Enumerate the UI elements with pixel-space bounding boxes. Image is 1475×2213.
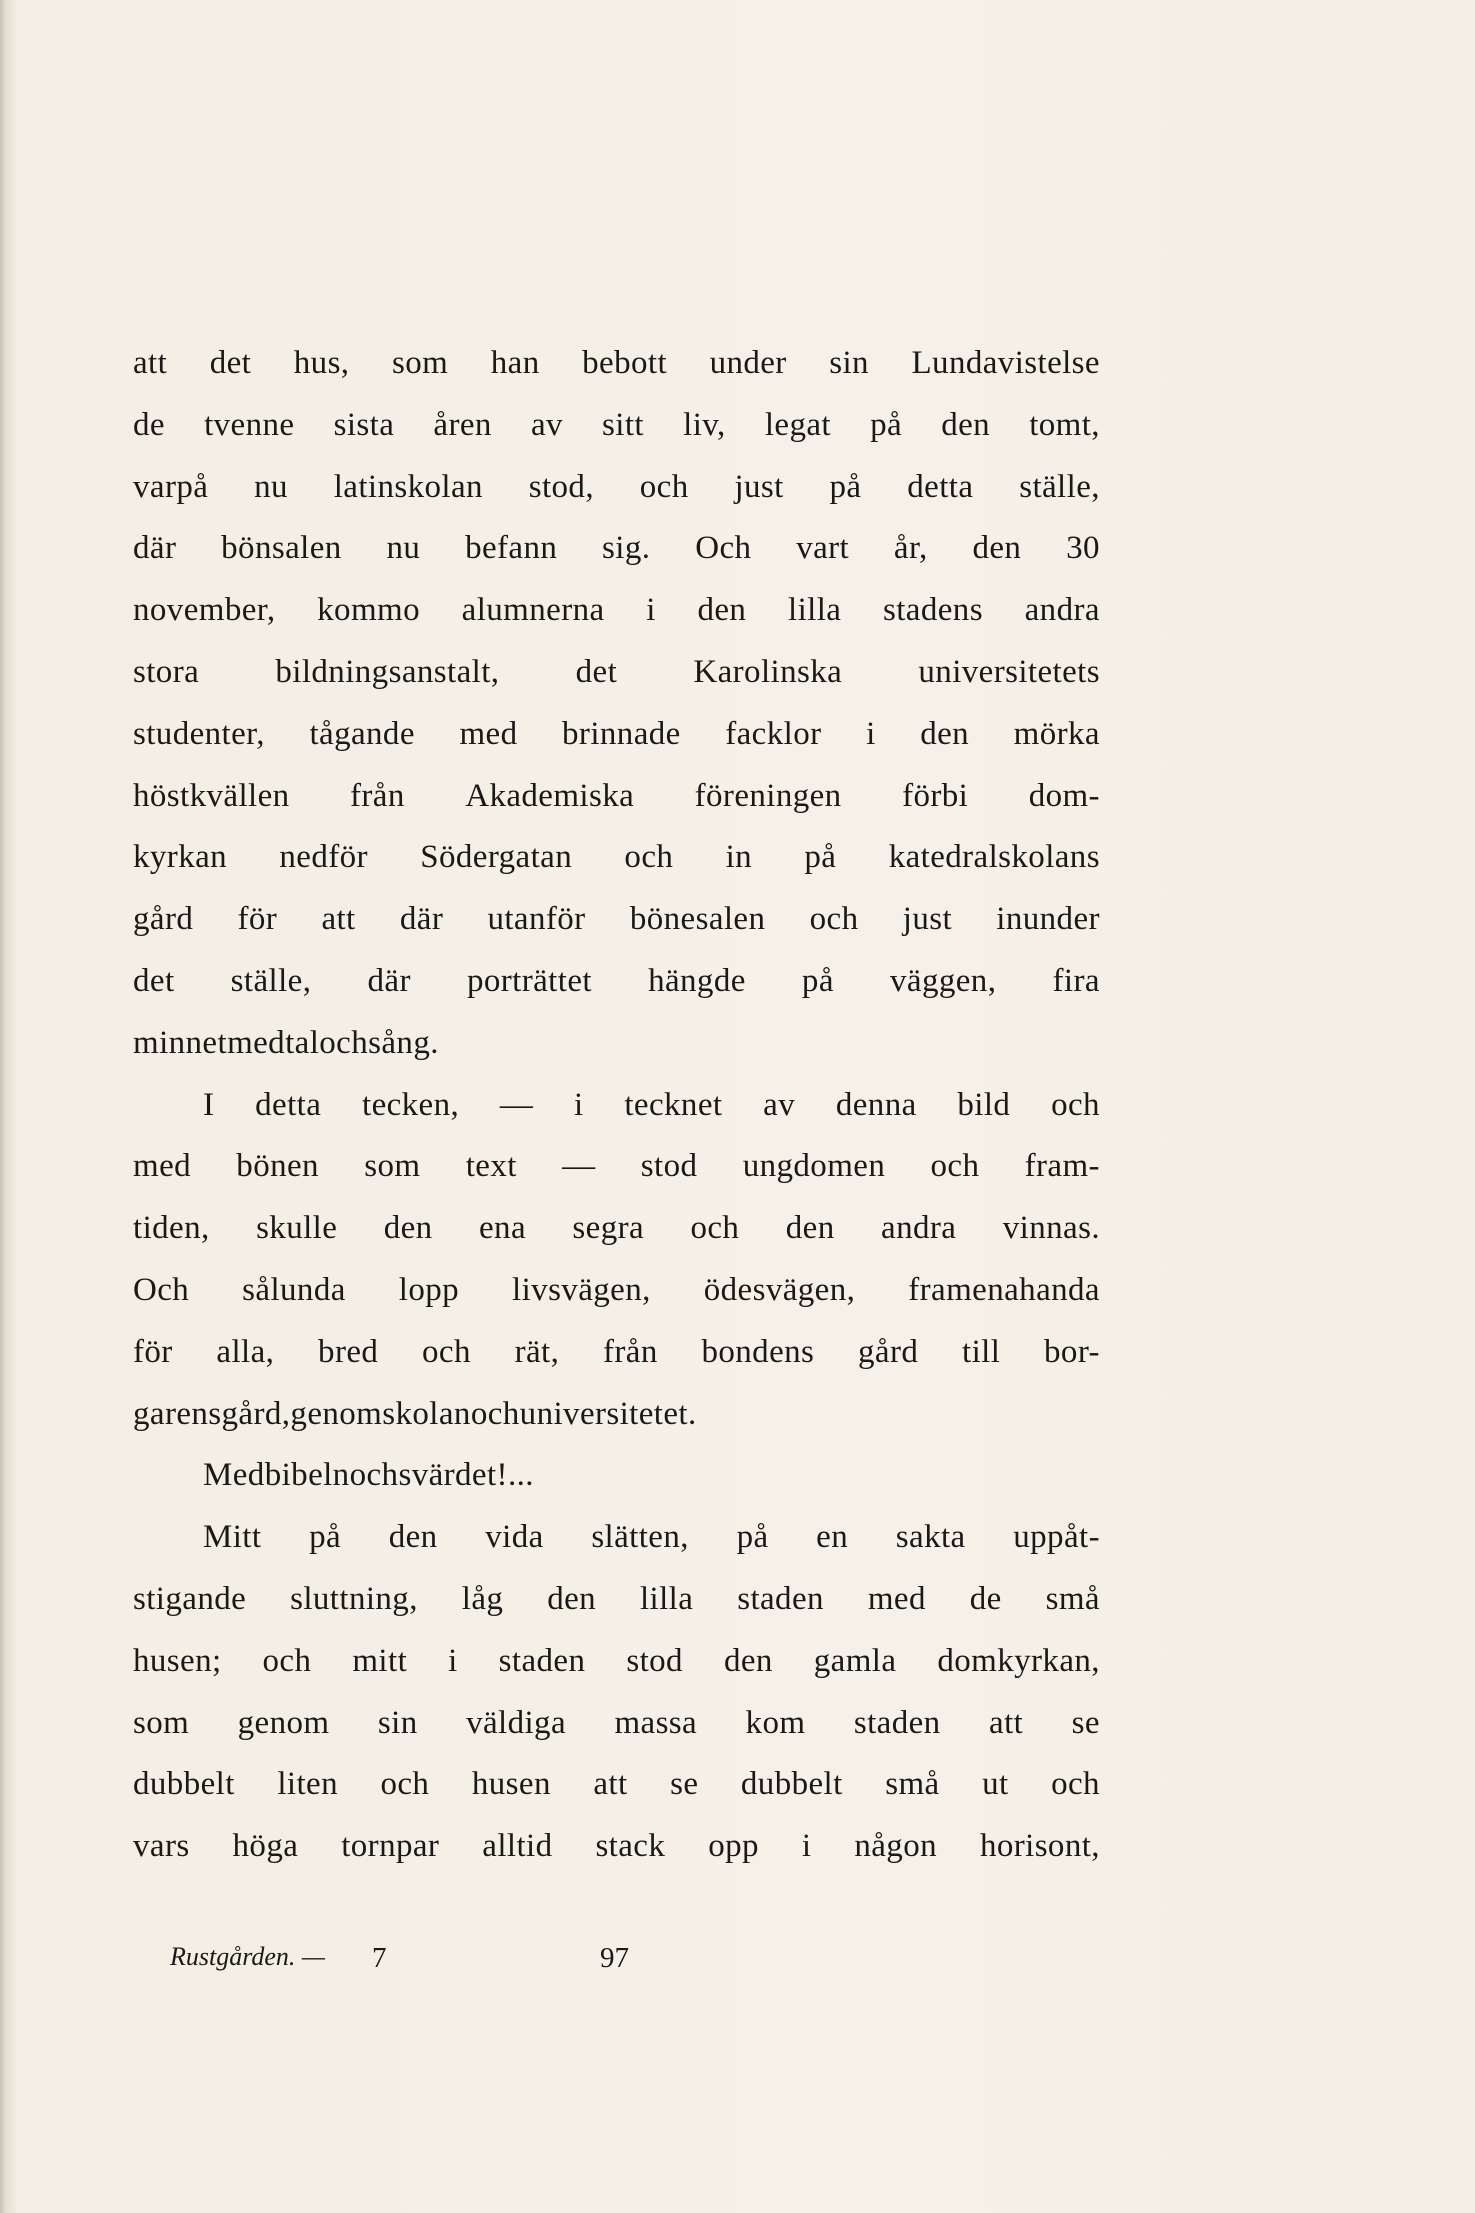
- word: genom: [237, 1704, 330, 1741]
- word: förbi: [902, 777, 969, 814]
- word: ödesvägen,: [703, 1271, 856, 1308]
- word: ...: [507, 1457, 534, 1494]
- word: kommo: [317, 592, 420, 629]
- word: det: [575, 653, 618, 690]
- word: de: [969, 1580, 1002, 1617]
- word: bebott: [582, 345, 668, 381]
- word: stod: [626, 1642, 683, 1679]
- word: den: [972, 530, 1022, 567]
- word: bred: [318, 1333, 379, 1370]
- word: under: [709, 345, 787, 381]
- word: och: [624, 839, 674, 876]
- word: sin: [377, 1704, 418, 1741]
- text-line: [133, 530, 1100, 592]
- word: framenahanda: [908, 1271, 1100, 1308]
- word: husen;: [133, 1642, 222, 1679]
- word: på: [309, 1519, 342, 1556]
- text-line: [133, 592, 1100, 654]
- word: och: [349, 1457, 399, 1494]
- word: andra: [1024, 592, 1100, 629]
- text-line: [133, 1828, 1100, 1890]
- word: liten: [277, 1766, 338, 1803]
- word: sista: [333, 406, 395, 443]
- word: där: [133, 530, 177, 567]
- word: och: [1051, 1766, 1100, 1803]
- text-line: [133, 1210, 1100, 1272]
- word: detta: [255, 1086, 322, 1123]
- text-line: [133, 716, 1100, 778]
- word: alltid: [482, 1828, 553, 1865]
- word: legat: [764, 406, 831, 443]
- word: Lundavistelse: [911, 345, 1100, 381]
- page-number: 97: [600, 1942, 629, 1974]
- word: ut: [982, 1766, 1009, 1803]
- word: med: [459, 715, 518, 752]
- word: ungdomen: [742, 1148, 886, 1185]
- word: detta: [907, 468, 974, 505]
- word: och: [470, 1395, 520, 1432]
- page-footer: [0, 1942, 1475, 1992]
- word: att: [321, 901, 356, 938]
- word: väggen,: [890, 962, 997, 999]
- word: och: [809, 901, 859, 938]
- word: av: [763, 1086, 796, 1123]
- word: dom-: [1028, 777, 1100, 814]
- word: garens: [133, 1395, 222, 1432]
- word: i: [646, 592, 656, 629]
- text-line: [133, 1396, 1100, 1458]
- word: porträttet: [466, 962, 592, 999]
- word: det: [209, 345, 252, 381]
- word: andra: [881, 1210, 957, 1247]
- word: att: [593, 1766, 628, 1803]
- word: bönsalen: [221, 530, 342, 567]
- word: och: [262, 1642, 312, 1679]
- word: sång.: [368, 1024, 439, 1061]
- word: mitt: [352, 1642, 408, 1679]
- text-line: [133, 901, 1100, 963]
- word: Och: [695, 530, 752, 567]
- word: sakta: [895, 1519, 966, 1556]
- word: föreningen: [694, 777, 842, 814]
- word: i: [866, 715, 876, 752]
- word: gård: [858, 1333, 919, 1370]
- word: det: [133, 962, 175, 999]
- word: med: [867, 1580, 926, 1617]
- word: bibeln: [264, 1457, 350, 1494]
- word: den: [920, 715, 970, 752]
- word: tecken,: [362, 1086, 460, 1123]
- word: från: [350, 777, 405, 814]
- word: som: [392, 345, 449, 381]
- word: gård,: [221, 1395, 291, 1432]
- word: befann: [465, 530, 558, 567]
- word: Med: [203, 1457, 265, 1494]
- word: den: [941, 406, 991, 443]
- word: lilla: [788, 592, 842, 629]
- word: på: [804, 839, 837, 876]
- word: in: [725, 839, 753, 876]
- word: november,: [133, 592, 276, 629]
- word: alumnerna: [461, 592, 605, 629]
- word: universitetets: [918, 653, 1100, 690]
- word: ställe,: [1019, 468, 1100, 505]
- word: tiden,: [133, 1210, 210, 1247]
- word: på: [736, 1519, 769, 1556]
- word: uppåt-: [1013, 1519, 1100, 1556]
- text-line: [133, 469, 1100, 531]
- text-line: [133, 1581, 1100, 1643]
- text-line: [133, 1643, 1100, 1705]
- word: i: [801, 1828, 812, 1865]
- word: bönen: [236, 1148, 319, 1185]
- word: staden: [737, 1580, 824, 1617]
- word: kyrkan: [133, 839, 228, 876]
- word: just: [902, 901, 953, 938]
- word: liv,: [683, 406, 726, 443]
- word: en: [816, 1519, 849, 1556]
- word: latinskolan: [333, 468, 483, 505]
- word: fira: [1052, 962, 1100, 999]
- word: av: [530, 406, 563, 443]
- word: vart: [796, 530, 850, 567]
- word: Södergatan: [420, 839, 573, 876]
- word: se: [670, 1766, 699, 1803]
- word: sluttning,: [290, 1580, 418, 1617]
- text-line: [133, 345, 1100, 407]
- word: facklor: [725, 715, 822, 752]
- word: tomt,: [1029, 406, 1100, 443]
- word: små: [885, 1766, 940, 1803]
- word: universitetet.: [519, 1395, 697, 1432]
- word: stack: [595, 1828, 666, 1865]
- word: på: [870, 406, 903, 443]
- signature-mark: Rustgården. —: [170, 1942, 326, 1971]
- word: den: [723, 1642, 773, 1679]
- word: för: [237, 901, 278, 938]
- word: mörka: [1013, 715, 1100, 752]
- word: livsvägen,: [512, 1271, 651, 1308]
- word: husen: [471, 1766, 551, 1803]
- text-line: [133, 1272, 1100, 1334]
- word: år,: [893, 530, 928, 567]
- word: I: [203, 1086, 215, 1123]
- word: och: [690, 1210, 740, 1247]
- word: Akademiska: [465, 777, 635, 814]
- word: dubbelt: [133, 1766, 235, 1803]
- signature-number: 7: [372, 1942, 387, 1974]
- word: tornpar: [341, 1828, 440, 1865]
- word: —: [562, 1148, 596, 1185]
- word: vinnas.: [1002, 1210, 1100, 1247]
- word: han: [490, 345, 540, 381]
- word: skulle: [256, 1210, 338, 1247]
- word: domkyrkan,: [937, 1642, 1100, 1679]
- word: den: [697, 592, 747, 629]
- word: med: [227, 1024, 286, 1061]
- text-line: [133, 1148, 1100, 1210]
- word: bildningsanstalt,: [275, 653, 500, 690]
- word: nedför: [279, 839, 368, 876]
- word: alla,: [216, 1333, 275, 1370]
- word: slätten,: [591, 1519, 689, 1556]
- word: segra: [572, 1210, 645, 1247]
- word: Och: [133, 1271, 190, 1308]
- word: stod,: [528, 468, 594, 505]
- word: vars: [133, 1828, 190, 1865]
- word: kom: [745, 1704, 806, 1741]
- word: horisont,: [979, 1828, 1100, 1865]
- word: nu: [254, 468, 288, 505]
- word: minnet: [133, 1024, 228, 1061]
- word: nu: [386, 530, 421, 567]
- word: gård: [133, 901, 194, 938]
- body-text: [133, 345, 1100, 1890]
- word: bondens: [701, 1333, 815, 1370]
- word: genom: [290, 1395, 383, 1432]
- word: staden: [853, 1704, 941, 1741]
- word: stod: [640, 1148, 698, 1185]
- text-line: [133, 1334, 1100, 1396]
- text-line: [133, 1519, 1100, 1581]
- word: sitt: [602, 406, 644, 443]
- word: denna: [835, 1086, 917, 1123]
- word: lilla: [639, 1580, 694, 1617]
- word: staden: [498, 1642, 586, 1679]
- word: med: [133, 1148, 192, 1185]
- word: opp: [708, 1828, 759, 1865]
- word: tvenne: [204, 406, 295, 443]
- word: rät,: [514, 1333, 560, 1370]
- word: någon: [854, 1828, 937, 1865]
- word: och: [319, 1024, 369, 1061]
- word: och: [1051, 1086, 1100, 1123]
- word: att: [133, 345, 168, 381]
- word: fram-: [1024, 1148, 1100, 1185]
- word: den: [383, 1210, 433, 1247]
- word: utanför: [487, 901, 586, 938]
- word: hus,: [293, 345, 350, 381]
- text-line: [133, 778, 1100, 840]
- word: bild: [957, 1086, 1011, 1123]
- word: där: [367, 962, 411, 999]
- word: ena: [479, 1210, 526, 1247]
- word: katedralskolans: [888, 839, 1100, 876]
- word: Karolinska: [693, 653, 843, 690]
- word: dubbelt: [740, 1766, 843, 1803]
- word: åren: [433, 406, 492, 443]
- word: stigande: [133, 1580, 247, 1617]
- word: ställe,: [230, 962, 312, 999]
- word: till: [962, 1333, 1001, 1370]
- text-line: [133, 1705, 1100, 1767]
- text-line: [133, 1766, 1100, 1828]
- text-line: [133, 654, 1100, 716]
- word: tecknet: [624, 1086, 723, 1123]
- word: på: [829, 468, 862, 505]
- word: i: [574, 1086, 584, 1123]
- word: där: [399, 901, 444, 938]
- word: från: [603, 1333, 658, 1370]
- word: och: [380, 1766, 430, 1803]
- word: gamla: [813, 1642, 897, 1679]
- word: den: [388, 1519, 438, 1556]
- word: och: [930, 1148, 980, 1185]
- word: 30: [1066, 530, 1100, 567]
- word: hängde: [648, 962, 746, 999]
- text-line: [133, 839, 1100, 901]
- word: för: [133, 1333, 173, 1370]
- word: lopp: [398, 1271, 460, 1308]
- word: som: [364, 1148, 421, 1185]
- word: att: [989, 1704, 1024, 1741]
- word: små: [1045, 1580, 1100, 1617]
- text-line: [133, 1025, 1100, 1087]
- text-line: [133, 407, 1100, 469]
- word: de: [133, 406, 165, 443]
- text-line: [133, 1457, 1100, 1519]
- word: sålunda: [242, 1271, 346, 1308]
- word: stora: [133, 653, 200, 690]
- word: höga: [232, 1828, 299, 1865]
- word: brinnade: [562, 715, 681, 752]
- word: varpå: [133, 468, 209, 505]
- word: på: [801, 962, 834, 999]
- word: Mitt: [203, 1519, 262, 1556]
- word: i: [448, 1642, 458, 1679]
- word: den: [785, 1210, 835, 1247]
- word: bor-: [1044, 1333, 1100, 1370]
- word: stadens: [883, 592, 983, 629]
- word: tal: [285, 1024, 320, 1061]
- word: väldiga: [466, 1704, 567, 1741]
- word: svärdet!: [398, 1457, 508, 1494]
- word: sig.: [602, 530, 651, 567]
- word: som: [133, 1704, 190, 1741]
- word: tågande: [309, 715, 415, 752]
- word: text: [465, 1148, 517, 1185]
- word: låg: [461, 1580, 504, 1617]
- word: just: [734, 468, 784, 505]
- word: vida: [485, 1519, 544, 1556]
- word: och: [639, 468, 689, 505]
- text-line: [133, 1087, 1100, 1149]
- text-line: [133, 963, 1100, 1025]
- word: höstkvällen: [133, 777, 290, 814]
- word: —: [499, 1086, 534, 1123]
- word: den: [547, 1580, 597, 1617]
- word: och: [422, 1333, 471, 1370]
- word: sin: [829, 345, 869, 381]
- word: studenter,: [133, 715, 265, 752]
- word: skolan: [382, 1395, 471, 1432]
- word: massa: [614, 1704, 698, 1741]
- word: se: [1071, 1704, 1100, 1741]
- word: inunder: [996, 901, 1100, 938]
- word: bönesalen: [629, 901, 766, 938]
